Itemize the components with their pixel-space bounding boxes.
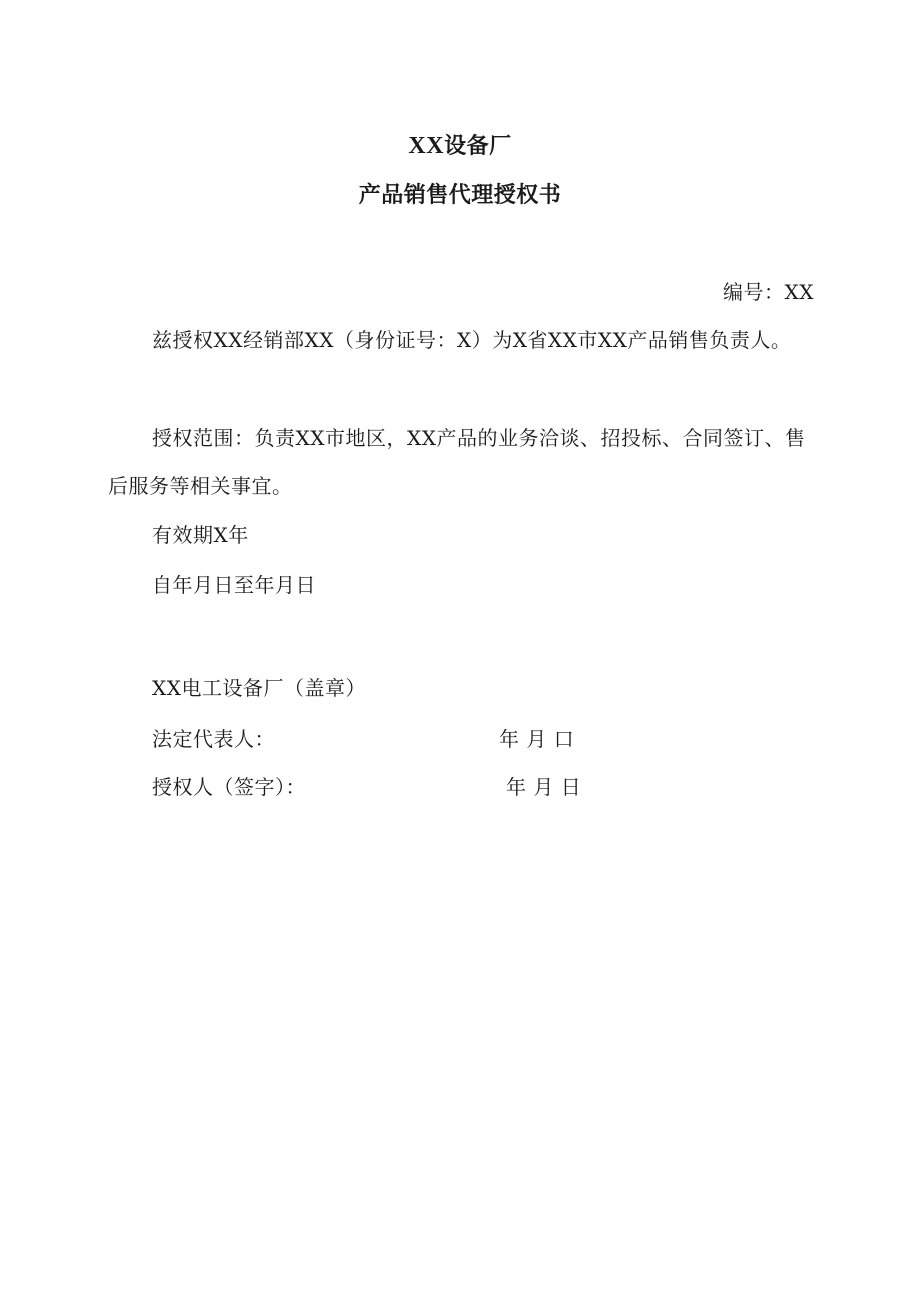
document-number: 编号：XX (723, 280, 814, 304)
legal-rep-label: 法定代表人： (152, 727, 275, 751)
period-line: 自年月日至年月日 (152, 573, 316, 597)
document-title (0, 132, 920, 160)
scope-paragraph: 授权范围：负责XX市地区，XX产品的业务洽谈、招投标、合同签订、售后服务等相关事宜。 (108, 426, 806, 498)
legal-rep-date: 年 月 口 (499, 727, 575, 751)
document-subtitle: 产品销售代理授权书 (358, 182, 562, 208)
authorized-person-date: 年 月 日 (506, 775, 582, 799)
title-prefix: XX (408, 133, 445, 159)
company-stamp-line: XX电工设备厂（盖章） (152, 676, 366, 700)
title-suffix: 设备厂 (444, 133, 512, 159)
validity-line: 有效期X年 (152, 523, 249, 547)
authorization-paragraph: 兹授权XX经销部XX（身份证号：X）为X省XX市XX产品销售负责人。 (152, 328, 792, 352)
authorized-person-label: 授权人（签字）： (152, 775, 306, 799)
